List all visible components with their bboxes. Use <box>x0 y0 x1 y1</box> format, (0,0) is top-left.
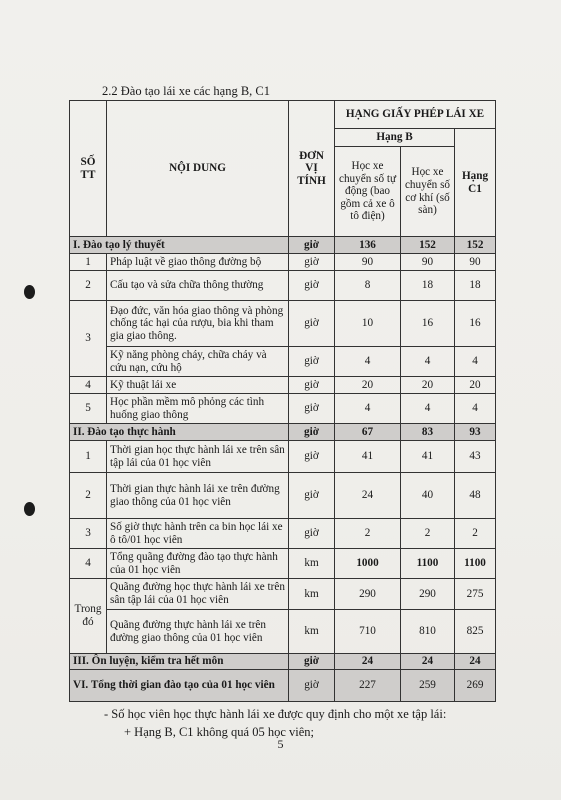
row-label: VI. Tổng thời gian đào tạo của 01 học viên <box>70 670 289 702</box>
row-unit: giờ <box>289 301 335 347</box>
row-value-b-manual: 810 <box>401 610 455 654</box>
row-value-b-auto: 67 <box>335 424 401 441</box>
row-unit: km <box>289 610 335 654</box>
row-value-b-auto: 90 <box>335 254 401 271</box>
row-value-c1: 20 <box>455 377 496 394</box>
row-value-b-manual: 259 <box>401 670 455 702</box>
row-value-b-manual: 83 <box>401 424 455 441</box>
table-row <box>70 271 496 301</box>
row-value-b-auto: 136 <box>335 237 401 254</box>
table-row <box>70 254 496 271</box>
row-unit: giờ <box>289 441 335 473</box>
row-value-b-auto: 2 <box>335 519 401 549</box>
table-row <box>70 579 496 610</box>
row-value-c1: 24 <box>455 654 496 670</box>
row-value-b-manual: 2 <box>401 519 455 549</box>
header-class-b: Hạng B <box>335 129 455 147</box>
header-class-b-auto: Học xe chuyển số tự động (bao gồm cả xe ô tô điện) <box>335 147 401 237</box>
row-stt: 2 <box>70 271 107 301</box>
note-line: - Số học viên học thực hành lái xe được quy định cho một xe tập lái: <box>104 707 447 721</box>
note-line: + Hạng B, C1 không quá 05 học viên; <box>124 725 315 739</box>
row-value-b-manual: 4 <box>401 347 455 377</box>
row-unit: giờ <box>289 254 335 271</box>
table-row <box>70 610 496 654</box>
table-row <box>70 301 496 347</box>
row-label: III. Ôn luyện, kiểm tra hết môn <box>70 654 289 670</box>
row-value-b-auto: 20 <box>335 377 401 394</box>
row-value-b-manual: 290 <box>401 579 455 610</box>
row-content: Quãng đường thực hành lái xe trên đường giao thông của 01 học viên <box>107 610 289 654</box>
row-content: Pháp luật về giao thông đường bộ <box>107 254 289 271</box>
row-content: Số giờ thực hành trên ca bin học lái xe ô tô/01 học viên <box>107 519 289 549</box>
header-license-class: HẠNG GIẤY PHÉP LÁI XE <box>335 101 496 129</box>
row-stt: 1 <box>70 254 107 271</box>
row-value-b-auto: 4 <box>335 394 401 424</box>
row-stt: 2 <box>70 473 107 519</box>
row-value-c1: 825 <box>455 610 496 654</box>
row-label: II. Đào tạo thực hành <box>70 424 289 441</box>
row-value-b-manual: 4 <box>401 394 455 424</box>
row-value-b-auto: 227 <box>335 670 401 702</box>
row-stt: 4 <box>70 377 107 394</box>
row-value-c1: 90 <box>455 254 496 271</box>
row-unit: giờ <box>289 237 335 254</box>
table-row <box>70 473 496 519</box>
table-row <box>70 347 496 377</box>
header-class-c1: Hạng C1 <box>455 129 496 237</box>
row-value-b-manual: 90 <box>401 254 455 271</box>
table-body <box>70 237 496 702</box>
punch-hole <box>24 502 35 516</box>
table-row <box>70 670 496 702</box>
row-value-b-manual: 20 <box>401 377 455 394</box>
row-value-c1: 16 <box>455 301 496 347</box>
row-value-c1: 18 <box>455 271 496 301</box>
table-row <box>70 549 496 579</box>
row-content: Cấu tạo và sửa chữa thông thường <box>107 271 289 301</box>
row-content: Quãng đường học thực hành lái xe trên sân tập lái của 01 học viên <box>107 579 289 610</box>
row-value-c1: 275 <box>455 579 496 610</box>
row-value-c1: 2 <box>455 519 496 549</box>
row-stt-group: Trong đó <box>70 579 107 654</box>
row-unit: giờ <box>289 377 335 394</box>
table-row <box>70 519 496 549</box>
table-row <box>70 654 496 670</box>
row-unit: giờ <box>289 473 335 519</box>
row-value-b-auto: 24 <box>335 473 401 519</box>
row-value-b-auto: 8 <box>335 271 401 301</box>
row-unit: giờ <box>289 271 335 301</box>
row-value-c1: 93 <box>455 424 496 441</box>
row-unit: km <box>289 579 335 610</box>
header-stt: SỐ TT <box>70 101 107 237</box>
row-value-c1: 4 <box>455 394 496 424</box>
row-unit: giờ <box>289 347 335 377</box>
row-unit: giờ <box>289 670 335 702</box>
row-unit: giờ <box>289 394 335 424</box>
row-content: Tổng quãng đường đào tạo thực hành của 01 học viên <box>107 549 289 579</box>
row-value-b-manual: 41 <box>401 441 455 473</box>
row-label: I. Đào tạo lý thuyết <box>70 237 289 254</box>
row-value-b-auto: 1000 <box>335 549 401 579</box>
row-value-b-manual: 24 <box>401 654 455 670</box>
header-content: NỘI DUNG <box>107 101 289 237</box>
row-stt: 3 <box>70 519 107 549</box>
header-unit: ĐƠN VỊ TÍNH <box>289 101 335 237</box>
row-value-b-manual: 40 <box>401 473 455 519</box>
row-content: Kỹ thuật lái xe <box>107 377 289 394</box>
row-content: Thời gian học thực hành lái xe trên sân tập lái của 01 học viên <box>107 441 289 473</box>
table-row <box>70 394 496 424</box>
row-content: Thời gian thực hành lái xe trên đường giao thông của 01 học viên <box>107 473 289 519</box>
row-value-c1: 1100 <box>455 549 496 579</box>
row-value-c1: 43 <box>455 441 496 473</box>
row-stt: 3 <box>70 301 107 377</box>
row-content: Đạo đức, văn hóa giao thông và phòng chống tác hại của rượu, bia khi tham gia giao thông. <box>107 301 289 347</box>
punch-hole <box>24 285 35 299</box>
header-class-b-manual: Học xe chuyển số cơ khí (số sàn) <box>401 147 455 237</box>
table-row <box>70 237 496 254</box>
row-stt: 4 <box>70 549 107 579</box>
row-value-b-auto: 10 <box>335 301 401 347</box>
table-row <box>70 441 496 473</box>
row-value-b-auto: 710 <box>335 610 401 654</box>
row-value-c1: 269 <box>455 670 496 702</box>
row-value-c1: 4 <box>455 347 496 377</box>
training-table <box>69 100 496 702</box>
row-value-b-manual: 152 <box>401 237 455 254</box>
row-value-c1: 152 <box>455 237 496 254</box>
row-stt: 5 <box>70 394 107 424</box>
row-stt: 1 <box>70 441 107 473</box>
page-number: 5 <box>277 737 284 751</box>
row-value-c1: 48 <box>455 473 496 519</box>
row-value-b-manual: 18 <box>401 271 455 301</box>
row-value-b-auto: 24 <box>335 654 401 670</box>
table-row <box>70 377 496 394</box>
row-value-b-auto: 41 <box>335 441 401 473</box>
section-caption: 2.2 Đào tạo lái xe các hạng B, C1 <box>102 84 271 98</box>
row-value-b-auto: 290 <box>335 579 401 610</box>
row-unit: giờ <box>289 654 335 670</box>
row-unit: giờ <box>289 424 335 441</box>
row-content: Kỹ năng phòng cháy, chữa cháy và cứu nạn, cứu hộ <box>107 347 289 377</box>
table-row <box>70 424 496 441</box>
row-content: Học phần mềm mô phỏng các tình huống giao thông <box>107 394 289 424</box>
row-unit: giờ <box>289 519 335 549</box>
row-unit: km <box>289 549 335 579</box>
row-value-b-auto: 4 <box>335 347 401 377</box>
row-value-b-manual: 1100 <box>401 549 455 579</box>
row-value-b-manual: 16 <box>401 301 455 347</box>
